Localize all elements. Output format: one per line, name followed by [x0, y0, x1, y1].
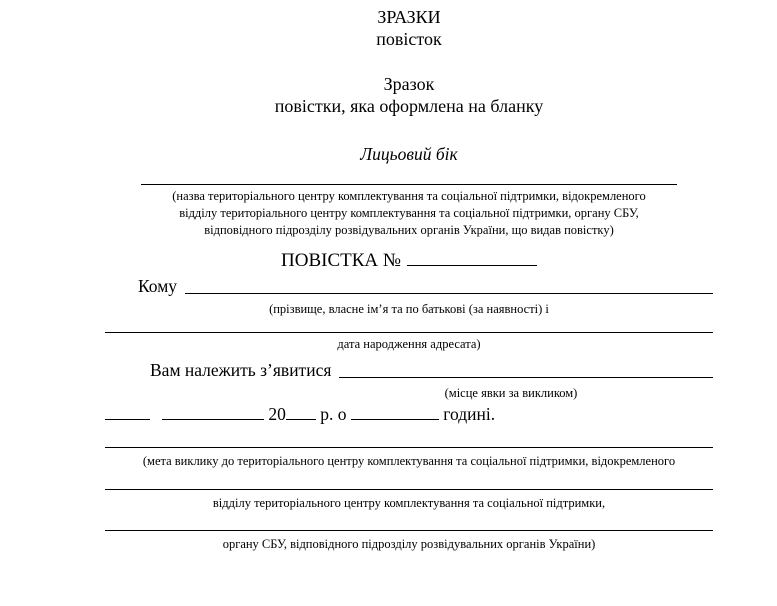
- side-label: Лицьовий бік: [360, 144, 458, 164]
- appear-place-blank: [339, 377, 713, 378]
- purpose-line-1: [105, 447, 713, 448]
- date-year-prefix: 20: [268, 404, 286, 424]
- date-middle-text: р. о: [320, 404, 347, 424]
- addressee-row: [105, 275, 713, 297]
- birthdate-caption: дата народження адресата): [337, 337, 481, 351]
- appear-row: [105, 359, 713, 381]
- subtitle-line-1: Зразок: [383, 74, 435, 94]
- date-day-blank: [105, 405, 150, 420]
- subtitle-line-2: повістки, яка оформлена на бланку: [274, 96, 544, 116]
- document-content: [105, 0, 713, 552]
- name-caption: (прізвище, власне ім’я та по батькові (за наявності) і: [269, 302, 549, 316]
- title-line-2: повісток: [376, 29, 442, 49]
- purpose-caption-line-2: відділу територіального центру комплектування та соціальної підтримки,: [212, 496, 606, 510]
- appear-label: Вам належить з’явитися: [150, 360, 332, 380]
- issuer-caption: [105, 188, 713, 239]
- title-line-1: ЗРАЗКИ: [377, 7, 441, 27]
- document-title: [105, 0, 713, 50]
- date-row: [105, 403, 713, 425]
- issuer-caption-line-1: (назва територіального центру комплектування та соціальної підтримки, відокремленого: [172, 189, 646, 203]
- purpose-line-3: [105, 530, 713, 531]
- purpose-line-2: [105, 489, 713, 490]
- addressee-label: Кому: [138, 276, 178, 296]
- issuer-caption-line-3: відповідного підрозділу розвідувальних органів України, що видав повістку): [204, 223, 614, 237]
- document-subtitle: [105, 73, 713, 117]
- place-caption: (місце явки за викликом): [444, 386, 578, 400]
- date-year-blank: [286, 405, 316, 420]
- summons-number-row: [105, 249, 713, 273]
- summons-number-blank: [407, 251, 537, 266]
- date-hour-blank: [351, 405, 439, 420]
- date-month-blank: [162, 405, 264, 420]
- date-suffix-text: годині.: [443, 404, 496, 424]
- purpose-caption-line-1: (мета виклику до територіального центру комплектування та соціальної підтримки, відокремленого: [142, 454, 676, 468]
- purpose-caption-line-3: органу СБУ, відповідного підрозділу розвідувальних органів України): [222, 537, 596, 551]
- summons-number-label: ПОВІСТКА №: [281, 250, 401, 271]
- birthdate-line: [105, 332, 713, 333]
- issuer-caption-line-2: відділу територіального центру комплектування та соціальної підтримки, органу СБУ,: [179, 206, 639, 220]
- issuer-signature-line: [141, 184, 677, 185]
- addressee-blank: [185, 293, 713, 294]
